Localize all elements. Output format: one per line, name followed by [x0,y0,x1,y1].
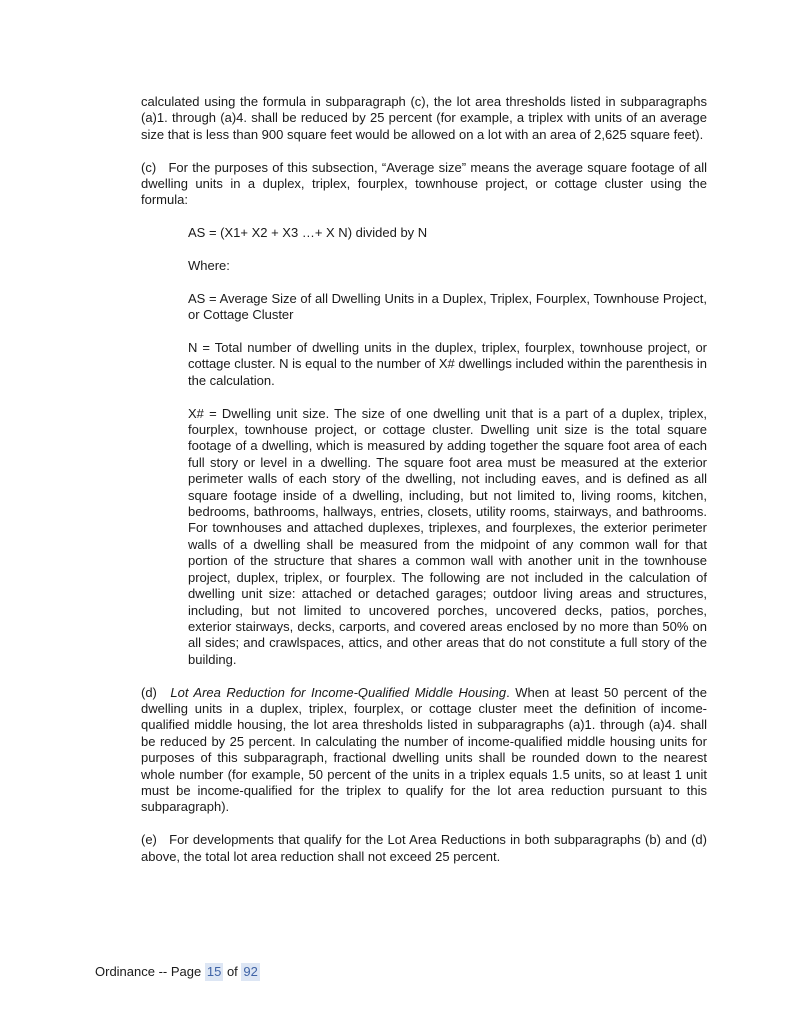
paragraph-d [141,685,707,816]
paragraph-d-text: . When at least 50 percent of the dwelling units in a duplex, triplex, fourplex, or cottage cluster meet the definition of income-qualified middle housing, the lot area thresholds listed in subparagraphs (a)1. through (a)4. shall be reduced by 25 percent. In calculating the number of income-qualified middle housing units for purposes of this subparagraph, fractional dwelling units shall be rounded down to the nearest whole number (for example, 50 percent of the units in a triplex equals 1.5 units, so at least 1 unit must be income-qualified for the triplex to qualify for the lot area reduction pursuant to this subparagraph). [141,684,707,815]
page-footer [95,963,260,981]
current-page-number: 15 [206,964,222,979]
paragraph-d-title: Lot Area Reduction for Income-Qualified Middle Housing [170,684,507,700]
definition-as: AS = Average Size of all Dwelling Units in a Duplex, Triplex, Fourplex, Townhouse Project, or Cottage Cluster [188,290,707,323]
paragraph-d-label: (d) [141,684,157,700]
definition-n: N = Total number of dwelling units in the duplex, triplex, fourplex, townhouse project, or cottage cluster. N is equal to the number of X# dwellings included within the parenthesis in the calculation. [188,340,707,388]
total-pages: 92 [243,964,258,979]
formula: AS = (X1+ X2 + X3 …+ X N) divided by N [188,225,428,241]
paragraph-c-text: For the purposes of this subsection, “Average size” means the average square footage of all dwelling units in a duplex, triplex, fourplex, townhouse project, or cottage cluster using the formula: [141,159,707,208]
continuation-paragraph: calculated using the formula in subparagraph (c), the lot area thresholds listed in subparagraphs (a)1. through (a)4. shall be reduced by 25 percent (for example, a triplex with units of an average size that is less than 900 square feet would be allowed on a lot with an area of 2,625 square feet). [141,94,707,142]
paragraph-c [141,160,707,209]
footer-prefix: Ordinance -- Page [95,964,202,979]
paragraph-e-label: (e) [141,832,157,848]
where-label: Where: [188,258,230,274]
footer-of-label: of [226,964,238,979]
paragraph-e [141,832,707,865]
paragraph-c-label: (c) [141,159,157,175]
document-body [141,94,707,881]
definition-x: X# = Dwelling unit size. The size of one dwelling unit that is a part of a duplex, triplex, fourplex, townhouse project, or cottage cluster. Dwelling unit size is the total square footage of a dwelling, which is measured by adding together the square foot area of each full story or level in a dwelling. The square foot area must be measured at the exterior perimeter walls of each story of the dwelling, not including eaves, and is defined as all square footage inside of a dwelling, including, but not limited to, living rooms, kitchen, bedrooms, bathrooms, hallways, entries, closets, utility rooms, stairways, and bathrooms. For townhouses and attached duplexes, triplexes, and fourplexes, the exterior perimeter walls of a dwelling shall be measured from the midpoint of any common wall for that portion of the structure that shares a common wall with another unit in the townhouse project, duplex, triplex, or fourplex. The following are not included in the calculation of dwelling unit size: attached or detached garages; outdoor living areas and structures, including, but not limited to uncovered porches, uncovered decks, patios, porches, exterior stairways, decks, carports, and covered areas enclosed by no more than 50% on all sides; and crawlspaces, attics, and other areas that do not constitute a full story of the building. [188,405,707,667]
paragraph-e-text: For developments that qualify for the Lot Area Reductions in both subparagraphs (b) and (d) above, the total lot area reduction shall not exceed 25 percent. [141,832,707,864]
